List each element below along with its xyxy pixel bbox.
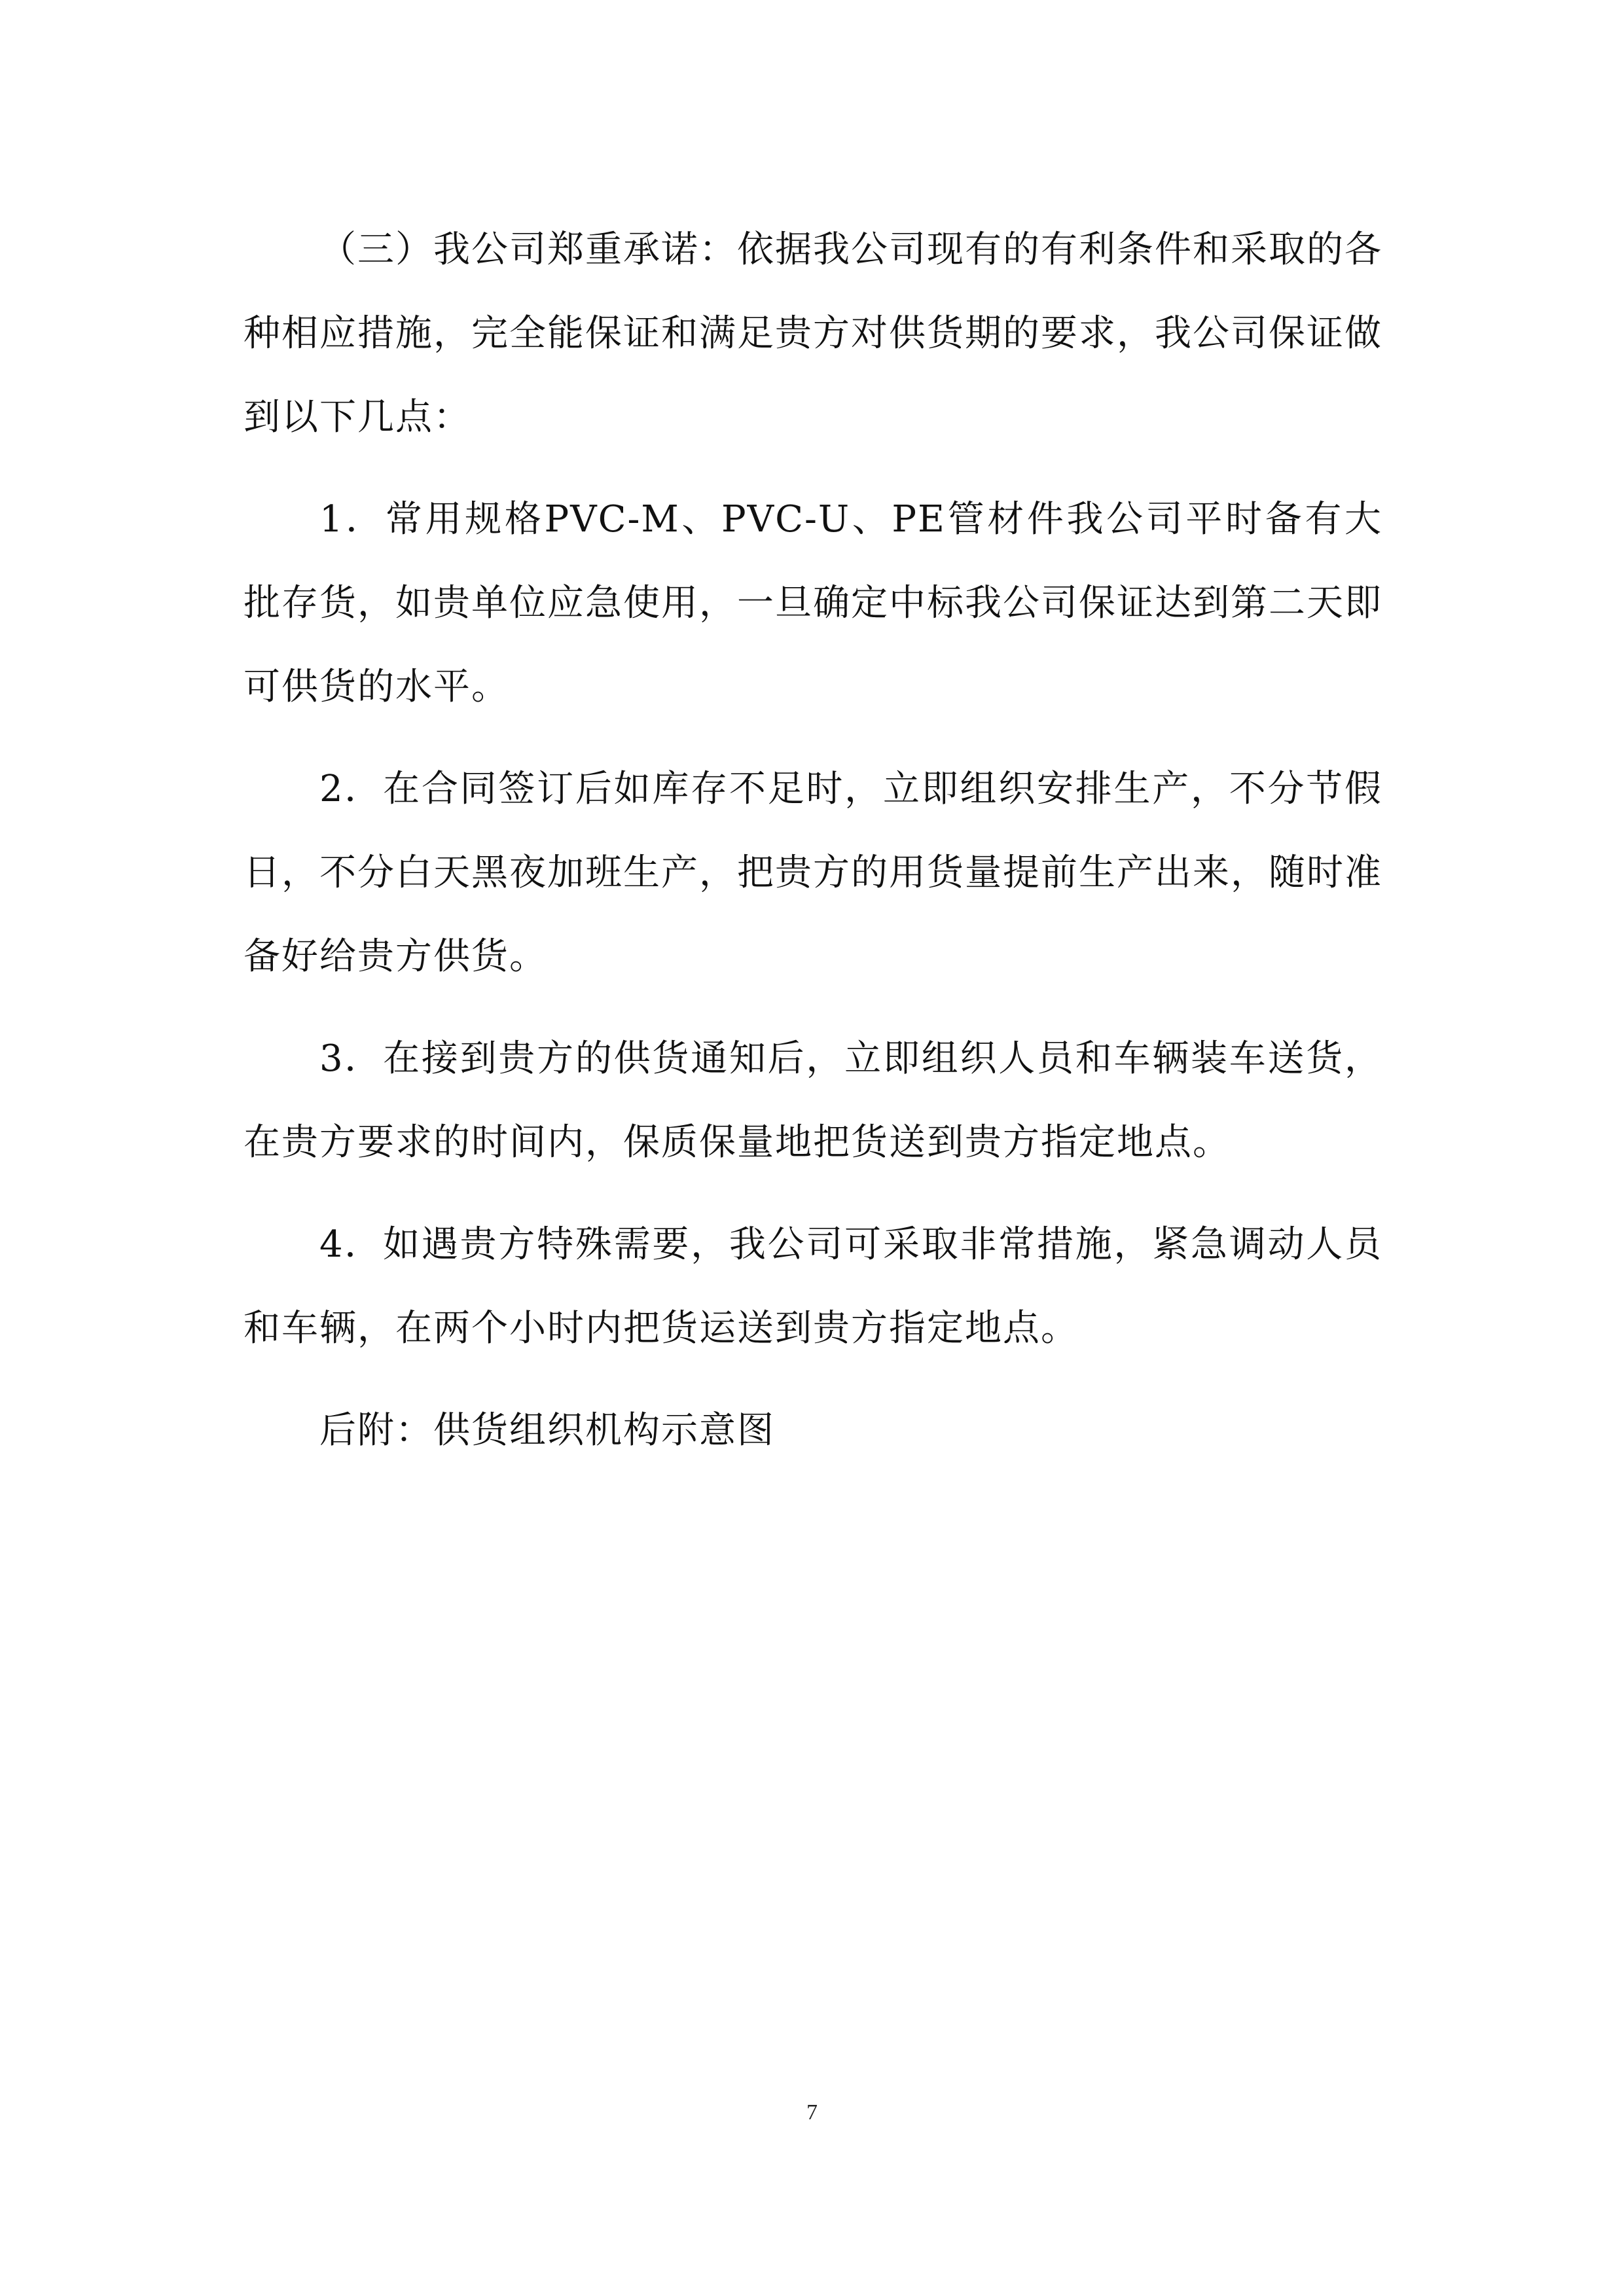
paragraph-attachment-note: 后附：供货组织机构示意图	[319, 1409, 775, 1452]
paragraph-commitment-intro: （三）我公司郑重承诺：依据我公司现有的有利条件和采取的各种相应措施，完全能保证和满足贵方对供货期的要求，我公司保证做到以下几点：	[244, 228, 1382, 439]
document-body	[244, 208, 1382, 1473]
paragraph-item-3-delivery: 3．在接到贵方的供货通知后，立即组织人员和车辆装车送货，在贵方要求的时间内，保质保量地把货送到贵方指定地点。	[244, 1037, 1382, 1164]
paragraph-item-2-production: 2．在合同签订后如库存不足时，立即组织安排生产，不分节假日，不分白天黑夜加班生产，把贵方的用货量提前生产出来，随时准备好给贵方供货。	[244, 768, 1382, 978]
paragraph-item-1-stock: 1．常用规格PVC-M、PVC-U、PE管材件我公司平时备有大批存货，如贵单位应急使用，一旦确定中标我公司保证达到第二天即可供货的水平。	[244, 498, 1382, 708]
paragraph-item-4-emergency: 4．如遇贵方特殊需要，我公司可采取非常措施，紧急调动人员和车辆，在两个小时内把货运送到贵方指定地点。	[244, 1223, 1382, 1350]
page-number: 7	[806, 2100, 818, 2125]
